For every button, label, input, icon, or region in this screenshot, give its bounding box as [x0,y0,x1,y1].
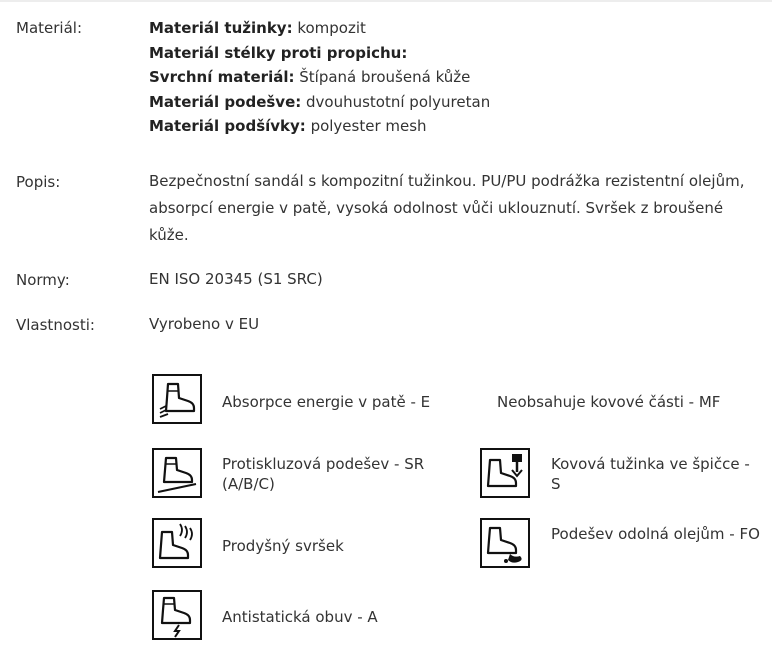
material-label: Materiál: [16,19,82,37]
feature-steel-toe: Kovová tužinka ve špičce - S [551,455,750,493]
material-upper: Svrchní materiál: Štípaná broušená kůže [149,68,471,86]
boot-toe-cap-icon [480,448,530,498]
material-toe-cap: Materiál tužinky: kompozit [149,19,366,37]
material-sole: Materiál podešve: dvouhustotní polyuretan [149,92,491,111]
properties-value: Vyrobeno v EU [149,315,260,333]
boot-oil-resistant-icon [480,518,530,568]
standards-label: Normy: [16,271,70,289]
feature-slip-resistant: Protiskluzová podešev - SR (A/B/C) [222,455,425,493]
boot-heel-energy-icon [152,374,202,424]
material-list [149,18,769,141]
description-label: Popis: [16,173,61,191]
description-text: Bezpečnostní sandál s kompozitní tužinkou. PU/PU podrážka rezistentní olejům, absorpcí energie v patě, vysoká odolnost vůči uklouznutí. Svršek z broušené kůže. [149,172,745,244]
feature-no-metal: Neobsahuje kovové části - MF [497,393,721,411]
feature-breathable: Prodyšný svršek [222,537,344,555]
material-lining: Materiál podšívky: polyester mesh [149,117,427,135]
feature-energy-absorption: Absorpce energie v patě - E [222,393,431,411]
boot-slip-resistant-icon [152,448,202,498]
feature-antistatic: Antistatická obuv - A [222,608,378,626]
top-divider [0,0,772,2]
material-insole: Materiál stélky proti propichu: [149,43,408,62]
boot-antistatic-icon [152,590,202,640]
properties-label: Vlastnosti: [16,316,95,334]
boot-breathable-icon [152,518,202,568]
feature-oil-resistant: Podešev odolná olejům - FO [551,525,760,543]
standards-value: EN ISO 20345 (S1 SRC) [149,270,323,288]
